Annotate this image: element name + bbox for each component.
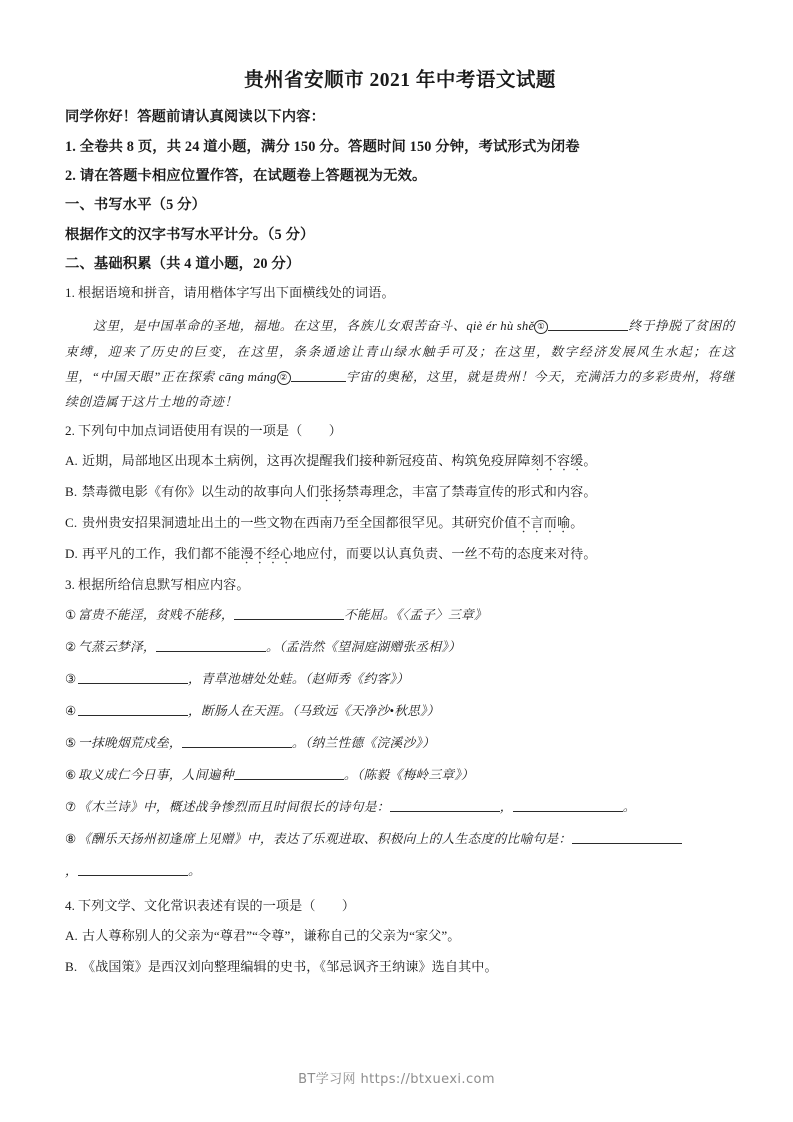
passage-blank-2[interactable] [291, 369, 346, 382]
question-2-stem-text: 下列句中加点词语使用有误的一项是（ ） [78, 422, 342, 438]
item-5-before: 一抹晚烟荒戍垒， [78, 735, 182, 750]
question-2-option-b[interactable] [65, 483, 735, 502]
question-2-option-c[interactable] [65, 514, 735, 533]
item-1-before: 富贵不能淫，贫贱不能移， [78, 607, 234, 622]
q4-option-a-text: 古人尊称别人的父亲为“尊君”“令尊”，谦称自己的父亲为“家父”。 [82, 928, 461, 944]
item-7-number: ⑦ [65, 799, 77, 814]
item-7-blank-2[interactable] [513, 799, 623, 812]
item-8-blank-2[interactable] [78, 863, 188, 876]
item-8-cont-before: ， [65, 864, 78, 879]
question-3-item-1 [65, 606, 735, 625]
item-3-after: ，青草池塘处处蛙。（赵师秀《约客》） [188, 671, 410, 686]
item-8-after: 。 [188, 864, 201, 879]
question-3-item-2 [65, 638, 735, 657]
option-d-label: D. [65, 545, 78, 561]
item-7-middle: ， [499, 799, 513, 814]
q4-option-b-label: B. [65, 959, 78, 975]
item-2-before: 气蒸云梦泽， [78, 639, 156, 654]
question-3-item-4 [65, 702, 735, 721]
item-3-blank[interactable] [78, 671, 188, 684]
q4-option-b-text: 《战国策》是西汉刘向整理编辑的史书，《邹忌讽齐王纳谏》选自其中。 [82, 959, 498, 975]
notice-greeting: 同学你好！答题前请认真阅读以下内容： [65, 109, 326, 126]
question-1-passage [65, 314, 735, 416]
option-c-emphasis: 不言而喻 [517, 515, 570, 533]
question-1-stem [65, 284, 735, 303]
option-b-emphasis: 张扬 [320, 484, 346, 502]
section-subheading-1: 根据作文的汉字书写水平计分。（5 分） [65, 226, 315, 243]
option-d-emphasis: 漫不经心 [240, 546, 293, 564]
option-b-post: 禁毒理念，丰富了禁毒宣传的形式和内容。 [345, 483, 597, 499]
item-4-blank[interactable] [78, 703, 188, 716]
item-8-before: 《酬乐天扬州初逢席上见赠》中，表达了乐观进取、积极向上的人生态度的比喻句是： [78, 831, 572, 846]
item-7-blank-1[interactable] [390, 799, 500, 812]
page-title: 贵州省安顺市 2021 年中考语文试题 [244, 70, 556, 91]
item-5-blank[interactable] [182, 735, 292, 748]
notice-item-1: 1. 全卷共 8 页，共 24 道小题，满分 150 分。答题时间 150 分钟，考试形式为闭卷 [65, 138, 580, 155]
item-6-blank[interactable] [234, 767, 344, 780]
option-a-label: A. [65, 452, 78, 468]
question-3-item-5 [65, 734, 735, 753]
passage-part-2: 终于挣脱了贫困的束缚，迎来了历史的巨变，在这里，条条通途让青山绿水触手可及；在这里，数字经济发展风生水起；在这里，“中国天眼”正在探索 [65, 319, 735, 384]
question-4-stem [65, 897, 735, 916]
question-3-stem-text: 根据所给信息默写相应内容。 [78, 576, 250, 592]
item-6-number: ⑥ [65, 767, 77, 782]
question-3-item-7 [65, 798, 735, 817]
question-4-option-b[interactable] [65, 958, 735, 977]
item-2-blank[interactable] [156, 639, 266, 652]
item-8-blank-1[interactable] [572, 831, 682, 844]
item-5-number: ⑤ [65, 735, 77, 750]
question-3-item-8-continuation [65, 862, 735, 881]
option-a-post: 。 [583, 452, 597, 468]
question-4-stem-text: 下列文学、文化常识表述有误的一项是（ ） [78, 898, 356, 914]
question-3-stem [65, 576, 735, 595]
item-7-before: 《木兰诗》中，概述战争惨烈而且时间很长的诗句是： [78, 799, 390, 814]
question-4-option-a[interactable] [65, 927, 735, 946]
question-1-stem-text: 根据语境和拼音，请用楷体字写出下面横线处的词语。 [78, 285, 395, 301]
option-c-post: 。 [570, 514, 584, 530]
option-a-emphasis: 刻不容缓 [531, 453, 584, 471]
question-4-number: 4. [65, 898, 76, 914]
passage-blank-1[interactable] [548, 318, 628, 331]
item-7-after: 。 [622, 799, 636, 814]
question-2-option-a[interactable] [65, 452, 735, 471]
item-4-number: ④ [65, 703, 77, 718]
question-3-number: 3. [65, 576, 76, 592]
passage-part-3: 宇宙的奥秘，这里，就是贵州！今天，充满活力的多彩贵州，将继续创造属于这片土地的奇迹！ [65, 369, 735, 410]
option-b-label: B. [65, 483, 78, 499]
notice-block [65, 107, 735, 186]
item-1-blank[interactable] [234, 607, 344, 620]
item-6-before: 取义成仁今日事，人间遍种 [78, 767, 234, 782]
item-1-number: ① [65, 607, 77, 622]
passage-blank-marker-1: ① [534, 320, 548, 334]
option-b-pre: 禁毒微电影《有你》以生动的故事向人们 [82, 483, 320, 499]
section-heading-1: 一、书写水平（5 分） [65, 197, 207, 214]
item-4-after: ，断肠人在天涯。（马致远《天净沙•秋思》） [188, 703, 440, 718]
question-3-item-6 [65, 766, 735, 785]
question-1-number: 1. [65, 285, 76, 301]
passage-blank-marker-2: ② [277, 371, 291, 385]
option-a-pre: 近期，局部地区出现本土病例，这再次提醒我们接种新冠疫苗、构筑免疫屏障 [82, 452, 531, 468]
option-c-pre: 贵州贵安招果洞遗址出土的一些文物在西南乃至全国都很罕见。其研究价值 [82, 514, 518, 530]
item-2-after: 。（孟浩然《望洞庭湖赠张丞相》） [265, 639, 462, 654]
passage-pinyin-1: qiè ér hù shě [466, 319, 535, 334]
option-c-label: C. [65, 514, 78, 530]
item-5-after: 。（纳兰性德《浣溪沙》） [291, 735, 436, 750]
footer-watermark: BT学习网 https://btxuexi.com [298, 1072, 495, 1087]
question-2-number: 2. [65, 422, 76, 438]
passage-part-1: 这里，是中国革命的圣地，福地。在这里，各族儿女艰苦奋斗、 [93, 319, 467, 334]
section-heading-2: 二、基础积累（共 4 道小题，20 分） [65, 255, 301, 272]
option-d-post: 地应付，而要以认真负责、一丝不苟的态度来对待。 [293, 545, 597, 561]
item-8-number: ⑧ [65, 831, 77, 846]
question-2-option-d[interactable] [65, 545, 735, 564]
item-1-after: 不能屈。《〈孟子〉三章》 [343, 607, 488, 622]
question-2-stem [65, 422, 735, 441]
passage-pinyin-2: cāng máng [218, 369, 277, 384]
item-6-after: 。（陈毅《梅岭三章》） [343, 767, 475, 782]
item-2-number: ② [65, 639, 77, 654]
option-d-pre: 再平凡的工作，我们都不能 [82, 545, 241, 561]
question-3-item-3 [65, 670, 735, 689]
item-3-number: ③ [65, 671, 77, 686]
notice-item-2: 2. 请在答题卡相应位置作答，在试题卷上答题视为无效。 [65, 167, 427, 184]
q4-option-a-label: A. [65, 928, 78, 944]
question-3-item-8 [65, 830, 735, 849]
